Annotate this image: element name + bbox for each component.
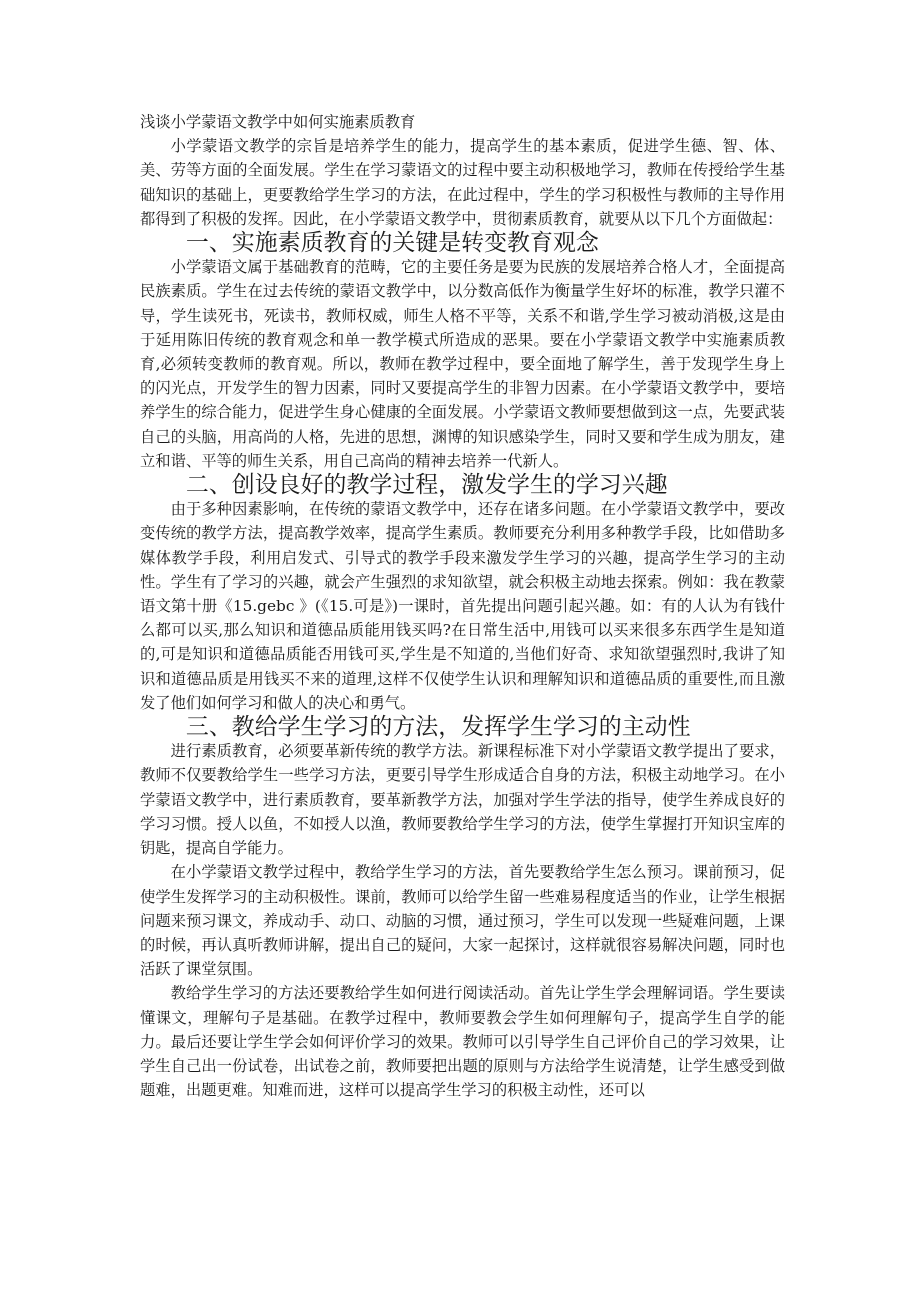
document-title: 浅谈小学蒙语文教学中如何实施素质教育	[140, 113, 416, 131]
section-heading: 三、教给学生学习的方法，发挥学生学习的主动性	[185, 714, 691, 741]
body-paragraph: 小学蒙语文教学的宗旨是培养学生的能力，提高学生的基本素质，促进学生德、智、体、美、劳等方面的全面发展。学生在学习蒙语文的过程中要主动积极地学习，教师在传授给学生基础知识的基础上，更要教给学生学习的方法，在此过程中，学生的学习积极性与教师的主导作用都得到了积极的发挥。因此，在小学蒙语文教学中，贯彻素质教育，就要从以下几个方面做起：	[140, 137, 785, 228]
section-heading: 二、创设良好的教学过程，激发学生的学习兴趣	[185, 472, 668, 499]
document-body	[140, 134, 785, 1102]
document-page	[140, 110, 785, 1102]
body-paragraph: 教给学生学习的方法还要教给学生如何进行阅读活动。首先让学生学会理解词语。学生要读懂课文，理解句子是基础。在教学过程中，教师要教会学生如何理解句子，提高学生自学的能力。最后还要让学生学会如何评价学习的效果。教师可以引导学生自己评价自己的学习效果，让学生自己出一份试卷，出试卷之前，教师要把出题的原则与方法给学生说清楚，让学生感受到做题难，出题更难。知难而进，这样可以提高学生学习的积极主动性，还可以	[140, 984, 785, 1100]
body-paragraph: 进行素质教育，必须要革新传统的教学方法。新课程标准下对小学蒙语文教学提出了要求，教师不仅要教给学生一些学习方法，更要引导学生形成适合自身的方法，积极主动地学习。在小学蒙语文教学中，进行素质教育，要革新教学方法，加强对学生学法的指导，使学生养成良好的学习习惯。授人以鱼，不如授人以渔，教师要教给学生学习的方法，使学生掌握打开知识宝库的钥匙，提高自学能力。	[140, 742, 785, 858]
section-heading: 一、实施素质教育的关键是转变教育观念	[185, 230, 599, 257]
body-paragraph: 由于多种因素影响，在传统的蒙语文教学中，还存在诸多问题。在小学蒙语文教学中，要改变传统的教学方法，提高教学效率，提高学生素质。教师要充分利用多种教学手段，比如借助多媒体教学手段，利用启发式、引导式的教学手段来激发学生学习的兴趣，提高学生学习的主动性。学生有了学习的兴趣，就会产生强烈的求知欲望，就会积极主动地去探索。例如：我在教蒙语文第十册《15.gebc 》(《15.可是》)一课时，首先提出问题引起兴趣。如：有的人认为有钱什么都可以买,那么知识和道德品质能用钱买吗?在日常生活中,用钱可以买来很多东西学生是知道的,可是知识和道德品质能否用钱可买,学生是不知道的,当他们好奇、求知欲望强烈时,我讲了知识和道德品质是用钱买不来的道理,这样不仅使学生认识和理解知识和道德品质的重要性,而且激发了他们如何学习和做人的决心和勇气。	[140, 500, 785, 712]
body-paragraph: 小学蒙语文属于基础教育的范畴，它的主要任务是要为民族的发展培养合格人才，全面提高民族素质。学生在过去传统的蒙语文教学中，以分数高低作为衡量学生好坏的标准，教学只灌不导，学生读死书，死读书，教师权威，师生人格不平等，关系不和谐,学生学习被动消极,这是由于延用陈旧传统的教育观念和单一教学模式所造成的恶果。要在小学蒙语文教学中实施素质教育,必须转变教师的教育观。所以，教师在教学过程中，要全面地了解学生，善于发现学生身上的闪光点，开发学生的智力因素，同时又要提高学生的非智力因素。在小学蒙语文教学中，要培养学生的综合能力，促进学生身心健康的全面发展。小学蒙语文教师要想做到这一点，先要武装自己的头脑，用高尚的人格，先进的思想，渊博的知识感染学生，同时又要和学生成为朋友，建立和谐、平等的师生关系，用自己高尚的精神去培养一代新人。	[140, 258, 785, 470]
body-paragraph: 在小学蒙语文教学过程中，教给学生学习的方法，首先要教给学生怎么预习。课前预习，促使学生发挥学习的主动积极性。课前，教师可以给学生留一些难易程度适当的作业，让学生根据问题来预习课文，养成动手、动口、动脑的习惯，通过预习，学生可以发现一些疑难问题，上课的时候，再认真听教师讲解，提出自己的疑问，大家一起探讨，这样就很容易解决问题，同时也活跃了课堂氛围。	[140, 863, 785, 979]
